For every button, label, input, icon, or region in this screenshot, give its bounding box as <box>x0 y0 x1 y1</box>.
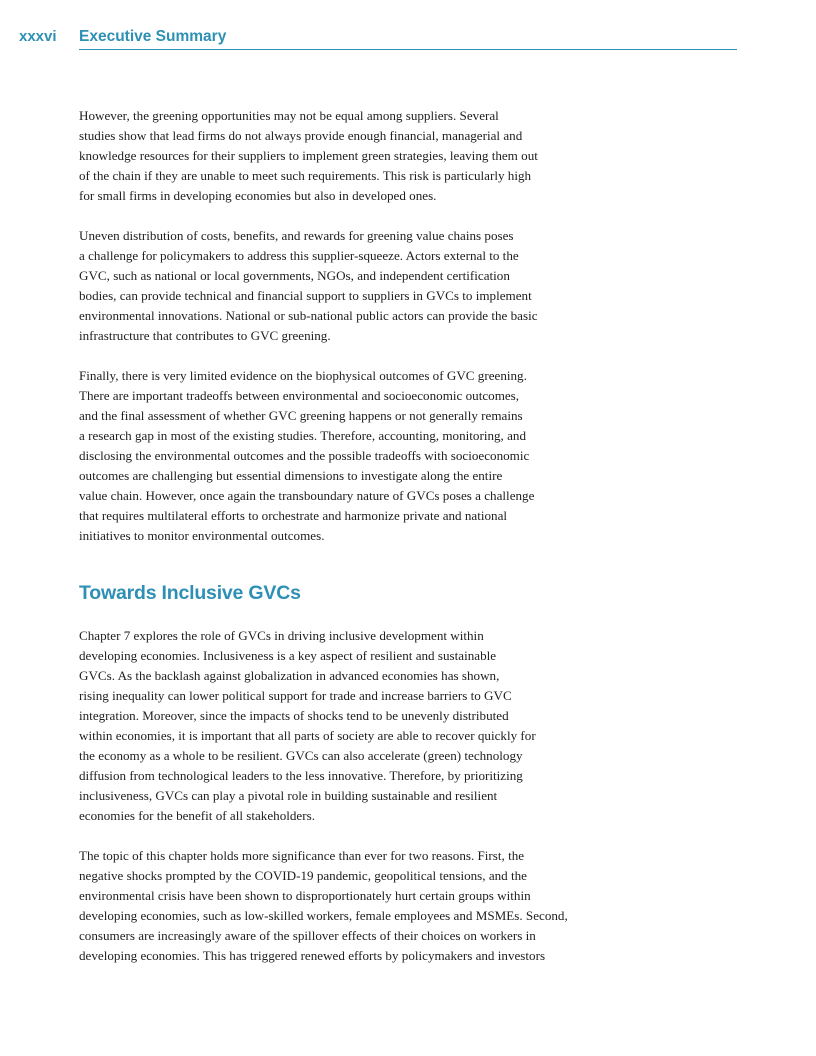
text-line: However, the greening opportunities may not be equal among suppliers. Several <box>79 108 499 123</box>
text-line: the economy as a whole to be resilient. GVCs can also accelerate (green) technology <box>79 748 523 763</box>
text-line: knowledge resources for their suppliers to implement green strategies, leaving them out <box>79 148 538 163</box>
text-line: bodies, can provide technical and financial support to suppliers in GVCs to implement <box>79 288 532 303</box>
paragraph-uneven-distribution <box>79 226 615 346</box>
text-line: value chain. However, once again the transboundary nature of GVCs poses a challenge <box>79 488 535 503</box>
text-line: The topic of this chapter holds more significance than ever for two reasons. First, the <box>79 848 525 863</box>
text-line: outcomes are challenging but essential dimensions to investigate along the entire <box>79 468 503 483</box>
text-line: GVCs. As the backlash against globalization in advanced economies has shown, <box>79 668 500 683</box>
text-line: studies show that lead firms do not always provide enough financial, managerial and <box>79 128 523 143</box>
text-line: Chapter 7 explores the role of GVCs in driving inclusive development within <box>79 628 484 643</box>
paragraph-chapter-significance <box>79 846 615 966</box>
text-line: infrastructure that contributes to GVC greening. <box>79 328 331 343</box>
text-line: rising inequality can lower political support for trade and increase barriers to GVC <box>79 688 512 703</box>
text-line: negative shocks prompted by the COVID-19 pandemic, geopolitical tensions, and the <box>79 868 527 883</box>
running-header <box>0 26 816 52</box>
text-line: disclosing the environmental outcomes and the possible tradeoffs with socioeconomic <box>79 448 530 463</box>
text-line: a challenge for policymakers to address this supplier-squeeze. Actors external to the <box>79 248 519 263</box>
running-title: Executive Summary <box>79 28 227 45</box>
paragraph-chapter-7-overview <box>79 626 615 826</box>
text-line: a research gap in most of the existing studies. Therefore, accounting, monitoring, and <box>79 428 527 443</box>
paragraph-greening-opportunities <box>79 106 615 206</box>
text-line: of the chain if they are unable to meet such requirements. This risk is particularly high <box>79 168 532 183</box>
header-rule <box>79 49 737 50</box>
text-line: for small firms in developing economies but also in developed ones. <box>79 188 437 203</box>
page-number: xxxvi <box>19 28 57 45</box>
text-line: environmental innovations. National or sub-national public actors can provide the basic <box>79 308 538 323</box>
text-line: Uneven distribution of costs, benefits, and rewards for greening value chains poses <box>79 228 514 243</box>
paragraph-biophysical-outcomes <box>79 366 615 546</box>
text-line: integration. Moreover, since the impacts of shocks tend to be unevenly distributed <box>79 708 509 723</box>
text-line: economies for the benefit of all stakeholders. <box>79 808 315 823</box>
text-line: There are important tradeoffs between environmental and socioeconomic outcomes, <box>79 388 520 403</box>
text-line: Finally, there is very limited evidence on the biophysical outcomes of GVC greening. <box>79 368 527 383</box>
text-line: within economies, it is important that all parts of society are able to recover quickly for <box>79 728 536 743</box>
text-line: GVC, such as national or local governments, NGOs, and independent certification <box>79 268 510 283</box>
text-line: developing economies, such as low-skilled workers, female employees and MSMEs. Second, <box>79 908 568 923</box>
text-line: inclusiveness, GVCs can play a pivotal role in building sustainable and resilient <box>79 788 498 803</box>
text-line: diffusion from technological leaders to the less innovative. Therefore, by prioritizing <box>79 768 523 783</box>
text-line: consumers are increasingly aware of the spillover effects of their choices on workers in <box>79 928 536 943</box>
section-heading: Towards Inclusive GVCs <box>79 582 301 604</box>
text-line: environmental crisis have been shown to disproportionately hurt certain groups within <box>79 888 531 903</box>
text-line: initiatives to monitor environmental outcomes. <box>79 528 325 543</box>
text-line: and the final assessment of whether GVC greening happens or not generally remains <box>79 408 523 423</box>
text-line: that requires multilateral efforts to orchestrate and harmonize private and national <box>79 508 508 523</box>
text-line: developing economies. This has triggered renewed efforts by policymakers and investors <box>79 948 546 963</box>
text-line: developing economies. Inclusiveness is a key aspect of resilient and sustainable <box>79 648 497 663</box>
